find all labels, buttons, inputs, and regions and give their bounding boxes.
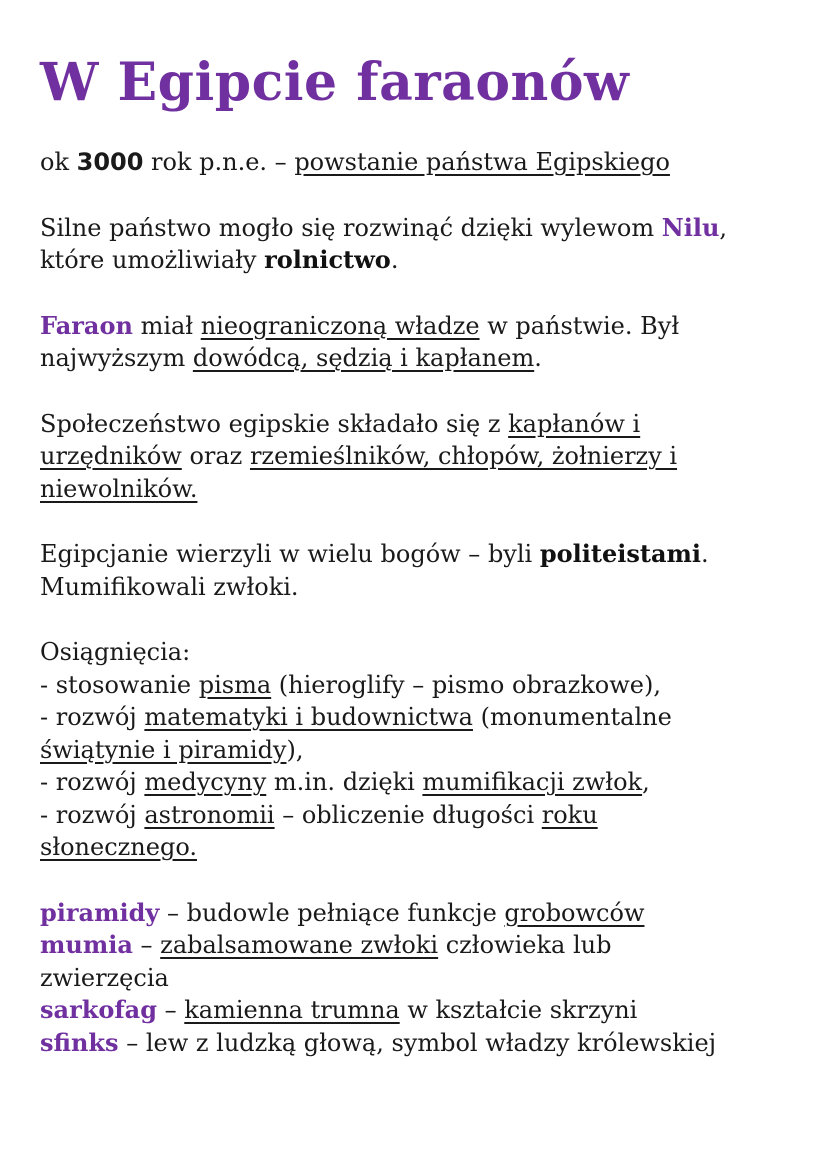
text: rok p.n.e. – <box>143 148 295 176</box>
text: ok <box>40 148 77 176</box>
text: – lew z ludzką głową, symbol władzy królewskiej <box>118 1028 717 1057</box>
underlined-text: urzędników <box>40 442 182 470</box>
text: Egipcjanie wierzyli w wielu bogów – byli <box>40 540 540 568</box>
paragraph-achievements <box>40 636 798 864</box>
page-title: W Egipcie faraonów <box>40 52 630 113</box>
underlined-text: mumifikacji zwłok <box>422 768 643 796</box>
text: - rozwój <box>40 800 145 829</box>
glossary-term: mumia <box>40 930 133 959</box>
text: w kształcie skrzyni <box>399 996 638 1024</box>
paragraph-founding <box>40 146 798 179</box>
text: – obliczenie długości <box>274 800 542 829</box>
glossary-entry-sarcophagus <box>40 994 798 1027</box>
underlined-text: pisma <box>198 670 272 699</box>
text: , <box>642 768 650 796</box>
text: które umożliwiały <box>40 246 265 274</box>
text: zwierzęcia <box>40 963 169 992</box>
underlined-text: roku <box>541 800 598 829</box>
underlined-text: medycyny <box>144 768 267 796</box>
text: Społeczeństwo egipskie składało się z <box>40 409 509 438</box>
glossary-entry-mummy <box>40 929 798 962</box>
text: oraz <box>181 442 250 470</box>
text: Silne państwo mogło się rozwinąć dzięki wylewom <box>40 213 662 242</box>
underlined-text: niewolników. <box>40 474 198 503</box>
text: – <box>157 996 185 1024</box>
underlined-text: grobowców <box>504 898 645 927</box>
glossary-term: sfinks <box>40 1027 119 1057</box>
underlined-text: kapłanów i <box>508 409 641 438</box>
text: . <box>390 246 399 274</box>
text: – <box>132 931 161 959</box>
achievements-heading: Osiągnięcia: <box>40 638 191 666</box>
text: (hieroglify – pismo obrazkowe), <box>271 670 661 699</box>
paragraph-society <box>40 408 798 506</box>
text: człowieka lub <box>438 931 612 959</box>
text: - rozwój <box>40 768 145 796</box>
text: . <box>701 540 709 568</box>
glossary-entry-sphinx <box>40 1027 798 1060</box>
nile-keyword: Nilu <box>661 212 720 242</box>
underlined-text: dowódcą, sędzią i kapłanem <box>192 344 535 372</box>
underlined-text: matematyki i budownictwa <box>144 703 473 731</box>
text: - rozwój <box>40 703 145 731</box>
underlined-text: słonecznego. <box>40 833 197 861</box>
glossary-term: piramidy <box>40 897 160 927</box>
paragraph-religion <box>40 538 798 603</box>
text: najwyższym <box>40 344 193 372</box>
polytheists-bold: politeistami <box>539 539 701 568</box>
underlined-text: kamienna trumna <box>184 996 400 1024</box>
underlined-text: świątynie i piramidy <box>40 735 287 764</box>
glossary-term: sarkofag <box>40 995 157 1024</box>
glossary-entry-pyramids <box>40 897 798 930</box>
glossary <box>40 897 798 1060</box>
text: . <box>534 344 542 372</box>
text: , <box>719 213 728 242</box>
agriculture-bold: rolnictwo <box>264 245 391 274</box>
text: - stosowanie <box>40 670 199 699</box>
pharaoh-keyword: Faraon <box>40 310 133 340</box>
text: w państwie. Był <box>479 311 680 340</box>
underlined-text: powstanie państwa Egipskiego <box>294 148 670 176</box>
underlined-text: rzemieślników, chłopów, żołnierzy i <box>249 442 678 470</box>
text: ), <box>286 735 304 764</box>
paragraph-pharaoh <box>40 310 798 375</box>
text: – budowle pełniące funkcje <box>159 898 505 927</box>
year-bold: 3000 <box>76 148 144 176</box>
underlined-text: zabalsamowane zwłoki <box>160 931 439 959</box>
paragraph-nile <box>40 212 798 277</box>
text: miał <box>132 311 201 340</box>
text: m.in. dzięki <box>266 768 423 796</box>
underlined-text: astronomii <box>144 800 275 829</box>
text: (monumentalne <box>472 703 672 731</box>
underlined-text: nieograniczoną władze <box>200 311 480 340</box>
text: Mumifikowali zwłoki. <box>40 572 299 601</box>
